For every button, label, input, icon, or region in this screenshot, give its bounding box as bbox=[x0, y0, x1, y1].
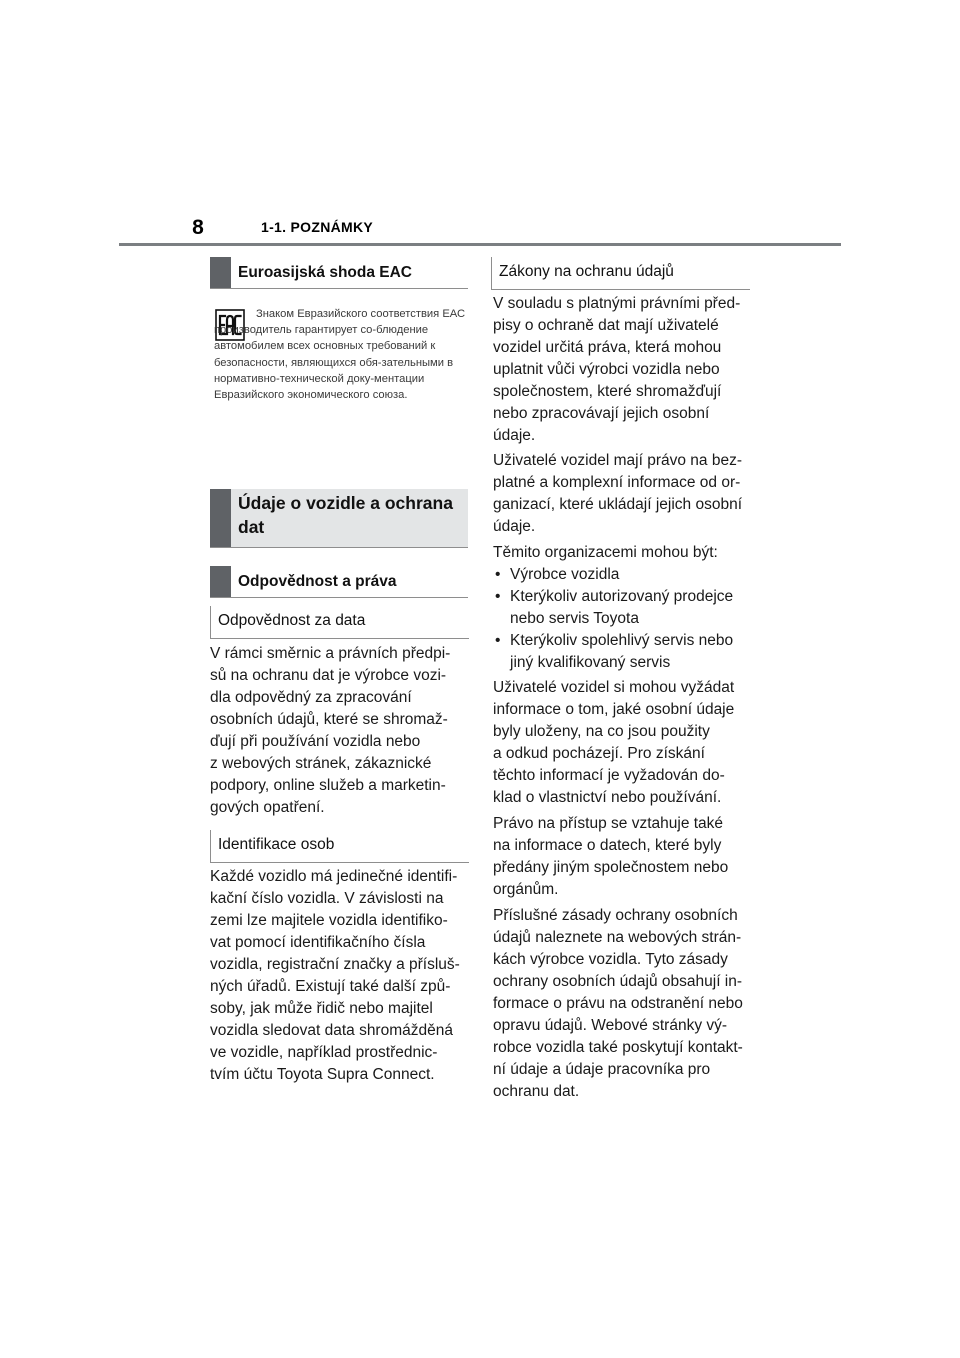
data-responsibility-subheading bbox=[210, 606, 469, 639]
vehicle-data-heading-text: Údaje o vozidle a ochrana dat bbox=[238, 493, 453, 537]
eac-heading bbox=[210, 257, 468, 289]
page-number: 8 bbox=[192, 216, 204, 239]
responsibility-heading bbox=[210, 566, 468, 598]
data-laws-subheading bbox=[491, 257, 750, 290]
section-title: 1-1. POZNÁMKY bbox=[261, 219, 374, 235]
data-laws-subheading-text: Zákony na ochranu údajů bbox=[499, 263, 674, 280]
data-responsibility-subheading-text: Odpovědnost za data bbox=[218, 612, 366, 629]
list-item: • Výrobce vozidla bbox=[493, 564, 755, 586]
list-item: • Kterýkoliv autorizovaný prodejce nebo servis Toyota bbox=[493, 586, 755, 630]
header-divider bbox=[119, 243, 841, 246]
responsibility-paragraph: V rámci směrnic a právních předpi- sů na ochranu dat je výrobce vozi- dla odpovědný za zpracování osobních údajů, které se shromaž- ďují při používání vozidla nebo z webových stránek, zákaznické podpory, online služeb a marketin- gových opatření. bbox=[210, 645, 451, 816]
free-info-paragraph: Uživatelé vozidel mají právo na bez- platné a komplexní informace od or- ganizací, které ukládají jejich osobní údaje. bbox=[493, 452, 743, 535]
request-info-paragraph: Uživatelé vozidel si mohou vyžádat informace o tom, jaké osobní údaje byly uloženy, na co jsou použity a odkud pocházejí. Pro získání těchto informací je vyžadován do- klad o vlastnictví nebo používání. bbox=[493, 679, 735, 806]
eac-description: Знаком Евразийского соответствия ЕАС производитель гарантирует со-блюдение автомобилем всех основных требований к безопасности, являющихся обя-зательными в нормативно-технической доку-ментации Евразийского экономического союза. bbox=[214, 308, 466, 402]
vehicle-data-heading bbox=[210, 489, 468, 548]
identification-paragraph: Každé vozidlo má jedinečné identifi- kační číslo vozidla. V závislosti na zemi lze majitele vozidla identifiko- vat pomocí identifikačního čísla vozidla, registrační značky a přísluš- ných úřadů. Existují také další způ- soby, jak může řidič nebo majitel vozidla sledovat data shromážděná ve vozidle, například prostřednic- tvím účtu Toyota Supra Connect. bbox=[210, 868, 460, 1083]
responsibility-heading-text: Odpovědnost a práva bbox=[238, 573, 397, 590]
rights-paragraph: V souladu s platnými právními před- pisy o ochraně dat mají uživatelé vozidel určitá práva, která mohou uplatnit vůči výrobci vozidla nebo společnostem, které shromažďují nebo zpracovávají jejich osobní údaje. bbox=[493, 295, 741, 444]
access-right-paragraph: Právo na přístup se vztahuje také na informace o datech, které byly předány jiným společnostem nebo orgánům. bbox=[493, 815, 729, 898]
eac-heading-text: Euroasijská shoda EAC bbox=[238, 264, 413, 281]
privacy-policy-paragraph: Příslušné zásady ochrany osobních údajů naleznete na webových strán- kách výrobce vozidla. Tyto zásady ochrany osobních údajů obsahují in- formace o právu na odstranění nebo opravu údajů. Webové stránky vý- robce vozidla také poskytují kontakt- ní údaje a údaje pracovníka pro ochranu dat. bbox=[493, 907, 743, 1100]
identification-subheading-text: Identifikace osob bbox=[218, 836, 335, 853]
organizations-intro: Těmito organizacemi mohou být: bbox=[493, 544, 718, 561]
identification-subheading bbox=[210, 830, 469, 863]
list-item: • Kterýkoliv spolehlivý servis nebo jiný kvalifikovaný servis bbox=[493, 630, 755, 674]
organizations-list bbox=[493, 564, 755, 674]
